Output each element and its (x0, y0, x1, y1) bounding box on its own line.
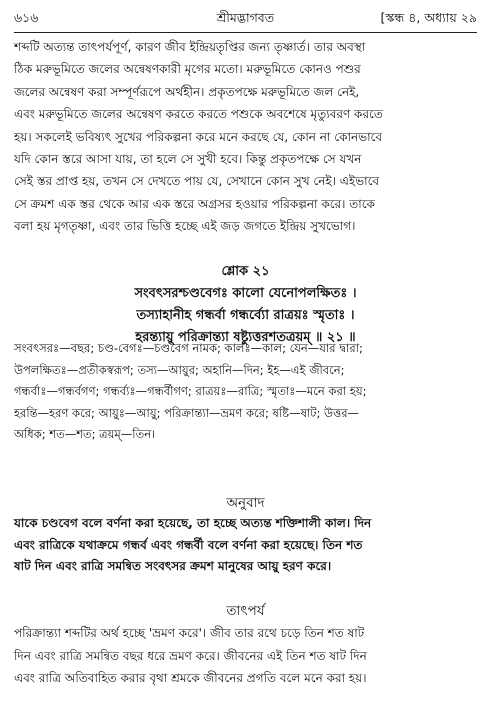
translation-line: যাকে চণ্ডবেগ বলে বর্ণনা করা হয়েছে, তা হচ্ছে অত্যন্ত শক্তিশালী কাল। দিন (14, 516, 372, 530)
text-line: শব্দটি অত্যন্ত তাৎপর্যপূর্ণ, কারণ জীব ইন্দ্রিয়তৃপ্তির জন্য তৃষ্ণার্ত। তার অবস্থা (14, 40, 366, 54)
purport-line: দিন এবং রাত্রি সমন্বিত বছর ধরে ভ্রমণ করে। জীবনের এই তিন শত ষাট দিন (14, 648, 367, 663)
text-line: যদি কোন স্তরে আসা যায়, তা হলে সে সুখী হবে। কিন্তু প্রকৃতপক্ষে সে যখন (14, 152, 362, 167)
word-meanings (14, 338, 477, 446)
page-number: ৬১৬ (14, 10, 39, 25)
translation-line: এবং রাত্রিকে যথাক্রমে গন্ধর্ব এবং গন্ধর্বী বলে বর্ণনা করা হয়েছে। তিন শত (14, 537, 363, 552)
text-line: বলা হয় মৃগতৃষ্ণা, এবং তার ভিত্তি হচ্ছে এই জড় জগতে ইন্দ্রিয় সুখভোগ। (14, 219, 356, 234)
text-line: জলের অন্বেষণ করা সম্পূর্ণরূপে অর্থহীন। প্রকৃতপক্ষে মরুভূমিতে জল নেই, (14, 84, 360, 99)
verse-line: সংবৎসরশ্চণ্ডবেগঃ কালো যেনোপলক্ষিতঃ । (134, 286, 357, 301)
synonym-line: গন্ধর্বাঃ—গন্ধর্বগণ; গন্ধর্ব্যঃ—গন্ধর্বীগণ; রাত্রয়ঃ—রাত্রি; স্মৃতাঃ—মনে করা হয়; (14, 384, 367, 398)
synonym-line: সংবৎসরঃ—বছর; চণ্ড-বেগঃ—চণ্ডবেগ নামক; কালঃ—কাল; যেন—যার দ্বারা; (14, 341, 363, 355)
text-line: ঠিক মরুভূমিতে জলের অন্বেষণকারী মৃগের মতো। মরুভূমিতে কোনও পশুর (14, 62, 361, 77)
intro-paragraph (14, 36, 477, 238)
verse-line: তস্যাহানীহ গন্ধর্বা গন্ধর্ব্যো রাত্রয়ঃ স্মৃতাঃ । (136, 308, 355, 323)
running-header (14, 6, 477, 30)
text-line: এবং মরুভূমিতে জলের অন্বেষণ করতে করতে পশুকে অবশেষে মৃত্যুবরণ করতে (14, 107, 383, 122)
translation-line: ষাট দিন এবং রাত্রি সমন্বিত সংবৎসর ক্রমশ মানুষের আয়ু হরণ করে। (14, 559, 332, 573)
translation-text (14, 513, 477, 578)
verse-heading: শ্লোক ২১ (221, 264, 270, 279)
text-line: হয়। সকলেই ভবিষ্যৎ সুখের পরিকল্পনা করে মনে করছে যে, কোন না কোনভাবে (14, 129, 383, 144)
synonym-line: উপলক্ষিতঃ—প্রতীকস্বরূপ; তস্য—আয়ুর; অহানি—দিন; ইহ—এই জীবনে; (14, 362, 345, 377)
text-line: সে ক্রমশ এক স্তর থেকে আর এক স্তরে অগ্রসর হওয়ার পরিকল্পনা করে। তাকে (14, 196, 375, 211)
synonym-line: হরন্তি—হরণ করে; আয়ুঃ—আয়ু; পরিক্রান্ত্যা—ভ্রমণ করে; ষষ্টি—ষাট; উত্তর— (14, 405, 360, 420)
book-title: শ্রীমদ্ভাগবত (216, 10, 275, 25)
translation-heading: অনুবাদ (226, 495, 265, 511)
text-line: সেই স্তর প্রাপ্ত হয়, তখন সে দেখতে পায় যে, সেখানে কোন সুখ নেই। এইভাবে (14, 174, 380, 189)
purport-heading: তাৎপর্য (226, 603, 265, 619)
synonym-line: অধিক; শত—শত; ত্রয়ম্—তিন। (14, 427, 156, 441)
purport-line: পরিক্রান্ত্যা শব্দটির অর্থ হচ্ছে 'ভ্রমণ করে'। জীব তার রথে চড়ে তিন শত ষাট (14, 626, 365, 640)
purport-text (14, 622, 477, 690)
verse-line: হরন্ত্যায়ু পরিক্রান্ত্যা ষষ্ট্যুত্তরশতত্রয়ম্ ॥ ২১ ॥ (135, 330, 356, 345)
purport-line: এবং রাত্রি অতিবাহিত করার বৃথা শ্রমকে জীবনের প্রগতি বলে মনে করা হয়। (14, 671, 367, 685)
chapter-reference: [স্কন্ধ ৪, অধ্যায় ২৯ (380, 10, 477, 25)
header-rule (14, 32, 477, 33)
